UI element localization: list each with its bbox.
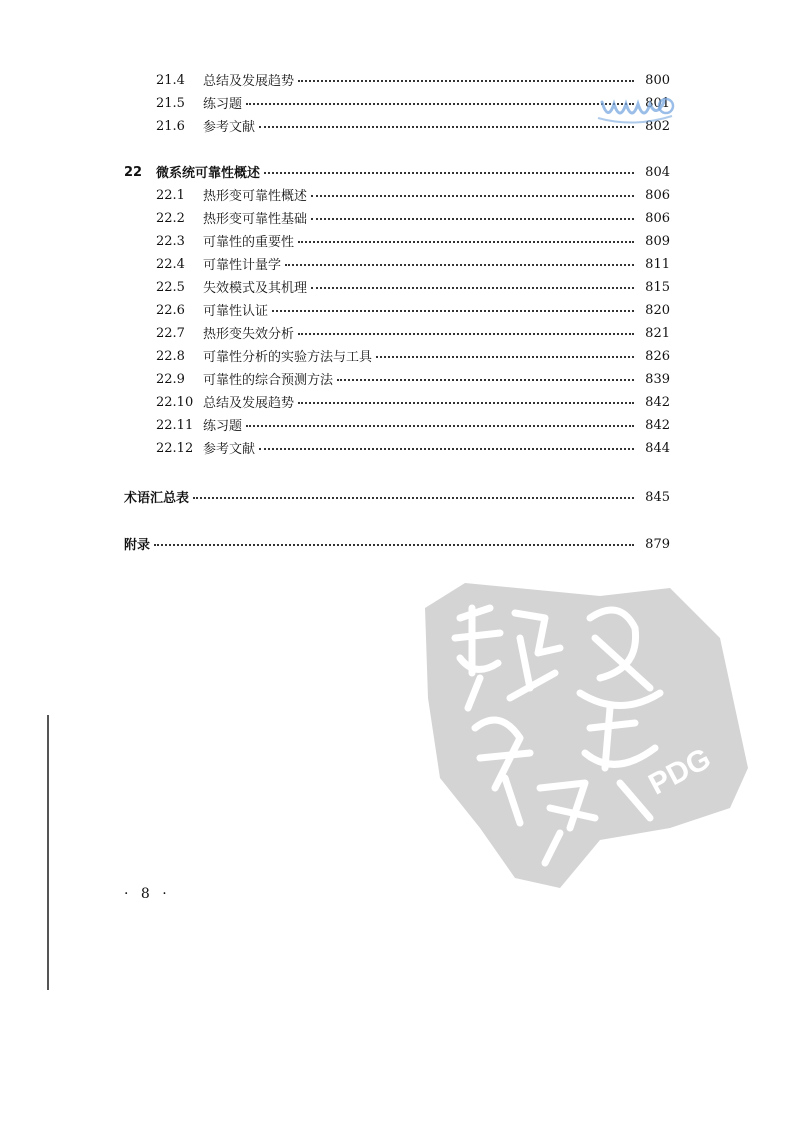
toc-entry-page: 806 [645,211,670,226]
margin-scan-line [47,715,49,990]
toc-dot-leader [298,67,634,82]
toc-entry-number: 22.11 [156,418,194,433]
toc-entry [0,185,794,207]
toc-entry-number: 22.7 [156,326,185,341]
toc-entry [0,70,794,92]
toc-entry-title: 失效模式及其机理 [203,281,308,296]
toc-dot-leader [285,251,634,266]
toc-entry [0,392,794,414]
toc-dot-leader [337,366,634,381]
toc-dot-leader [264,159,634,174]
toc-entry-number: 22.9 [156,372,185,387]
toc-dot-leader [376,343,634,358]
toc-entry-number: 22.12 [156,441,194,456]
toc-dot-leader [246,90,634,105]
toc-entry [0,438,794,460]
toc-entry-title: 热形变失效分析 [203,327,295,342]
toc-dot-leader [259,435,634,450]
toc-entry [0,231,794,253]
toc-entry [0,277,794,299]
toc-entry [0,369,794,391]
toc-entry-number: 22.3 [156,234,185,249]
toc-entry-title: 可靠性认证 [203,304,269,319]
toc-entry-number: 22.5 [156,280,185,295]
toc-entry [0,162,794,184]
toc-entry-title: 附录 [124,538,151,553]
seal-text: PDG [643,741,717,802]
toc-entry-number: 22 [124,165,143,180]
toc-entry-title: 热形变可靠性基础 [203,212,308,227]
toc-dot-leader [298,320,634,335]
toc-entry [0,300,794,322]
toc-entry-number: 22.1 [156,188,185,203]
toc-entry [0,415,794,437]
toc-entry-number: 22.6 [156,303,185,318]
toc-entry-title: 可靠性分析的实验方法与工具 [203,350,373,365]
toc-entry-title: 可靠性的综合预测方法 [203,373,334,388]
toc-entry-title: 热形变可靠性概述 [203,189,308,204]
toc-entry-number: 22.10 [156,395,194,410]
toc-entry-page: 844 [645,441,670,456]
toc-entry-page: 801 [645,96,670,111]
toc-entry-title: 总结及发展趋势 [203,396,295,411]
toc-dot-leader [259,113,634,128]
toc-dot-leader [311,205,634,220]
toc-entry-title: 参考文献 [203,120,256,135]
toc-entry-page: 826 [645,349,670,364]
toc-entry-title: 练习题 [203,419,243,434]
toc-dot-leader [311,182,634,197]
toc-dot-leader [298,389,634,404]
toc-entry [0,487,794,509]
toc-entry [0,254,794,276]
page-folio: · 8 · [124,886,171,902]
toc-entry [0,346,794,368]
toc-entry-leader [124,487,638,510]
toc-entry-number: 21.4 [156,73,185,88]
toc-entry-title: 可靠性的重要性 [203,235,295,250]
toc-entry-title: 总结及发展趋势 [203,74,295,89]
toc-entry-page: 842 [645,395,670,410]
toc-entry-page: 845 [645,490,670,505]
toc-dot-leader [298,228,634,243]
toc-entry-page: 842 [645,418,670,433]
toc-entry-page: 811 [645,257,670,272]
toc-entry [0,208,794,230]
toc-entry [0,534,794,556]
toc-entry-page: 809 [645,234,670,249]
toc-dot-leader [246,412,634,427]
toc-entry-page: 879 [645,537,670,552]
toc-entry-page: 804 [645,165,670,180]
toc-entry-number: 22.8 [156,349,185,364]
toc-entry [0,323,794,345]
toc-entry-title: 参考文献 [203,442,256,457]
toc-entry-page: 820 [645,303,670,318]
toc-dot-leader [193,484,634,499]
toc-entry-page: 806 [645,188,670,203]
toc-dot-leader [154,531,634,546]
seal-watermark [420,578,750,888]
toc-entry-leader [203,116,638,139]
toc-entry-leader [124,534,638,557]
toc-entry-title: 微系统可靠性概述 [156,166,261,181]
toc-entry-number: 22.2 [156,211,185,226]
toc-entry-title: 可靠性计量学 [203,258,282,273]
toc-dot-leader [311,274,634,289]
toc-entry-page: 802 [645,119,670,134]
toc-entry-page: 800 [645,73,670,88]
toc-entry-page: 839 [645,372,670,387]
toc-entry-title: 练习题 [203,97,243,112]
toc-entry-title: 术语汇总表 [124,491,190,506]
toc-entry-page: 815 [645,280,670,295]
toc-entry-number: 22.4 [156,257,185,272]
toc-entry-number: 21.6 [156,119,185,134]
toc-entry-page: 821 [645,326,670,341]
toc-entry-leader [203,438,638,461]
toc-dot-leader [272,297,634,312]
corner-watermark-icon [594,92,676,128]
toc-entry-number: 21.5 [156,96,185,111]
